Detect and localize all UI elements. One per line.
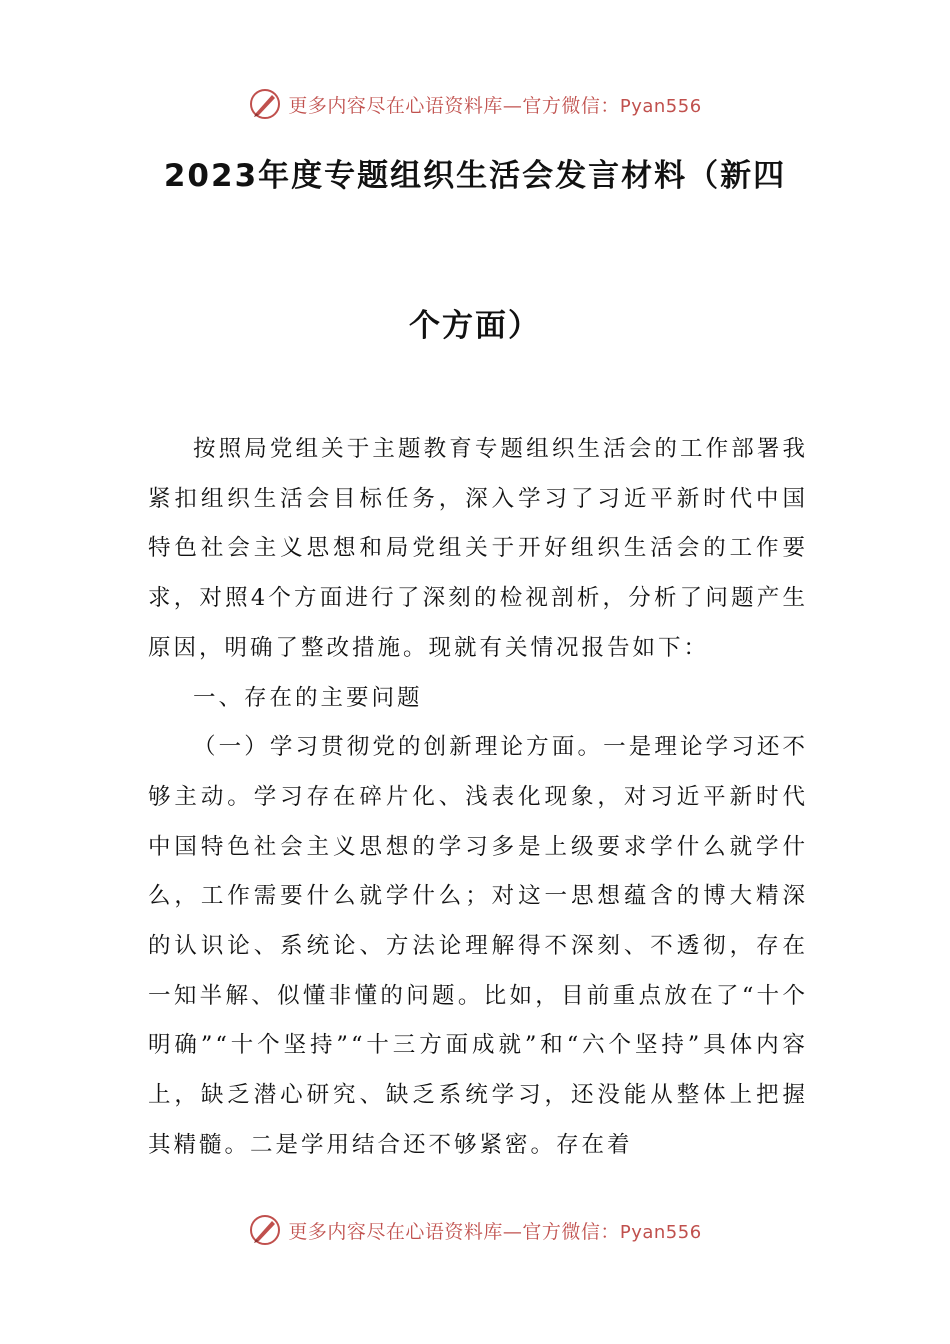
document-title-line2: 个方面） <box>409 308 541 344</box>
footer-banner-text: 更多内容尽在心语资料库—官方微信：Pyan556 <box>288 1220 702 1243</box>
pen-logo-icon <box>248 87 282 121</box>
footer-banner <box>0 1210 950 1250</box>
section-heading: 一、存在的主要问题 <box>193 684 423 711</box>
paragraph: （一）学习贯彻党的创新理论方面。一是理论学习还不够主动。学习存在碎片化、浅表化现象，对习近平新时代中国特色社会主义思想的学习多是上级要求学什么就学什么，工作需要什么就学什么；对这一思想蕴含的博大精深的认识论、系统论、方法论理解得不深刻、不透彻，存在一知半解、似懂非懂的问题。比如，目前重点放在了“十个明确”“十个坚持”“十三方面成就”和“六个坚持”具体内容上，缺乏潜心研究、缺乏系统学习，还没能从整体上把握其精髓。二是学用结合还不够紧密。存在着 <box>148 734 808 1158</box>
paragraph: 按照局党组关于主题教育专题组织生活会的工作部署我紧扣组织生活会目标任务，深入学习了习近平新时代中国特色社会主义思想和局党组关于开好组织生活会的工作要求，对照4个方面进行了深刻的检视剖析，分析了问题产生原因，明确了整改措施。现就有关情况报告如下： <box>148 436 808 661</box>
header-banner-text: 更多内容尽在心语资料库—官方微信：Pyan556 <box>288 94 702 117</box>
pen-logo-icon <box>248 1213 282 1247</box>
document-title-line1: 2023年度专题组织生活会发言材料（新四 <box>163 158 787 194</box>
header-banner <box>0 84 950 124</box>
document-body <box>148 425 808 1171</box>
